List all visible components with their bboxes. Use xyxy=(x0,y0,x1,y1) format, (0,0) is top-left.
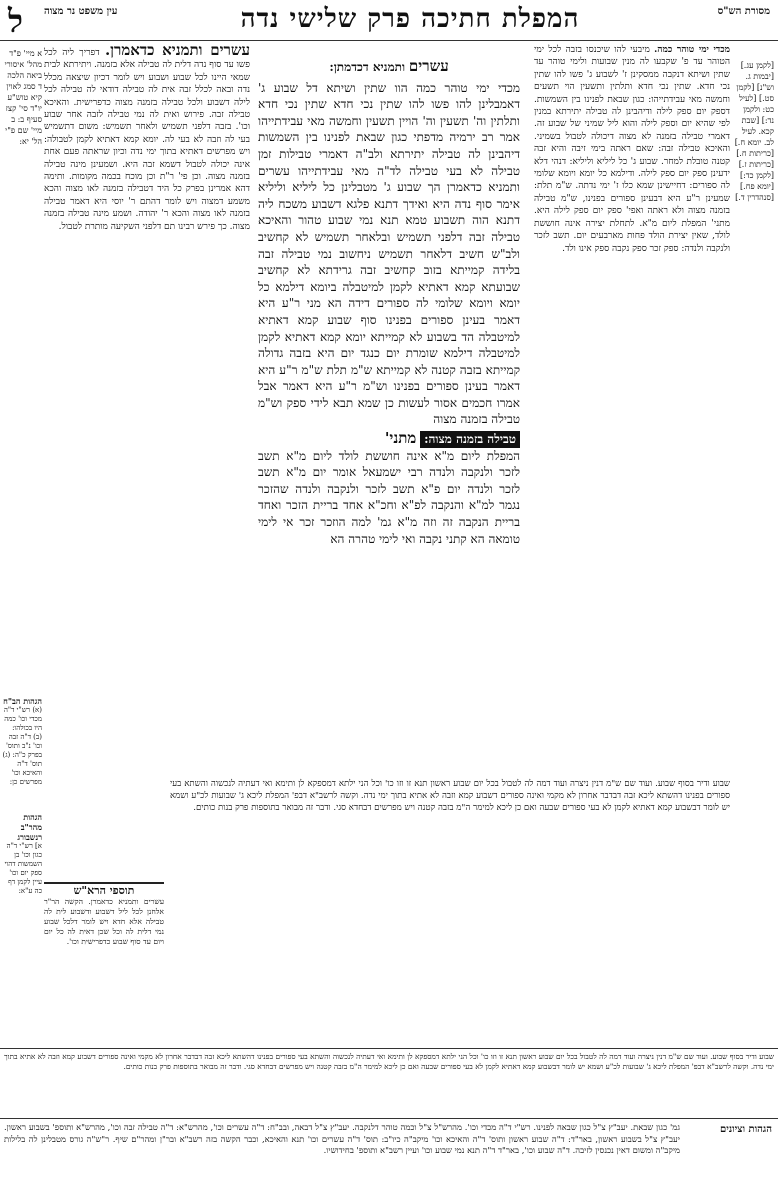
opening-word: עשרים xyxy=(408,58,449,75)
tosafot-commentary xyxy=(44,44,250,774)
gemara-body: מכדי ימי טוהר כמה הוו שתין ושיתא דל שבוע ג' דאמבלינן להו פשו להו שתין נכי חדא שתין נכי חדא ותלתין וה' תשעין וה' הויין תשעין וחמשה מאי עבידתייהו אמר רב ירמיה מדפתי כגון שבאת לפנינו בין השמשות דיהבינן לה טבילה יתירתא ולב"ה דאמרי טבילות זמן טבילה לא בעי טבילה לד"ה מאי עבידתייהו עשרים ותמניא כדאמרן הך שבוע ג' מטבלינן כל ליליא וליליא אימר סוף נדה היא ואידך דתנא פלגא דשבוע משכח ליה דתנא הוה תשבוע טמא תנא נמי שבוע טהור והאיכא טבילה זבה דלפני תשמיש ובלאחר תשמיש לא קחשיב ולב"ש חשיב דלאחר תשמיש ניחשוב נמי טבילה זבה בלידה קמייתא בזוב קחשיב זבה גרידתא לא קחשיב שבועתא קמא דאתיא לקמן למיטבלה ביומא דילמא כל יומא ויומא שלומי לה ספורים דידה הא מני ר"ע היא דאמר בעינן ספורים בפנינו סוף שבוע קמא דאתיא למיטבלה הד בשבוע לא קמייתא יומא קמא דאתיא לקמן למיטבלה דילמא שומרת יום כנגד יום היא בזבה גדולה קמייתא בזבה קטנה לא קמייתא ש"מ תלת ש"מ ר"ע היא דאמר בעינן ספורים בפנינו וש"מ ר"ע היא דאמר אבל אמרו חכמים אסור לעשות כן שמא תבא לידי ספק וש"מ טבילה בזמנה מצוה xyxy=(258,80,520,427)
hagahot-habach xyxy=(2,696,42,806)
header-rule xyxy=(0,40,778,41)
page-number: ל xyxy=(8,2,23,40)
masoret-hashas-refs: [לקמן עג.] [יבמות ג. וש"נ] [לקמן סט.] [לעיל כט: ולקמן נד:] [שבת קכא. לעיל לב. יומא ח.] [כריתות ח.] [כריתות ז.] [לקמן כד:] [יומא פח.] [סנהדרין ד.] xyxy=(734,61,774,202)
ein-mishpat-label: עין משפט נר מצוה xyxy=(44,6,118,17)
masoret-hashas-label: מסורת הש"ס xyxy=(717,6,770,17)
mishna-body: המפלת ליום מ"א אינה חוששת לולד ליום מ"א תשב לזכר ולנקבה ולנדה רבי ישמעאל אומר יום מ"א תשב לזכר ולנדה יום פ"א תשב לזכר ולנקבה ולנדה שהזכר נגמר למ"א והנקבה לפ"א וחכ"א אחד בריית הזכר ואחד בריית הנקבה זה וזה מ"א גמ' למה הוזכר זכר אי לימי טומאה הא קתני נקבה ואי לימי טהרה הא xyxy=(258,448,520,546)
hagahot-habach-title: הגהות הב"ח xyxy=(3,696,42,706)
rashi-commentary xyxy=(534,44,730,774)
ein-mishpat-notes: א מיי' פ"ד מהל' איסורי ביאה הלכה ד סמג לאוין קיא טוש"ע יו"ד סי' קצז סעיף ב: ב מיי' שם פ"י הל' יא: xyxy=(4,49,42,146)
rashi-heading: מכדי ימי טוהר כמה. xyxy=(654,45,730,55)
footer-rule xyxy=(0,1048,778,1049)
page-title: המפלת חתיכה פרק שלישי נדה xyxy=(240,4,580,34)
rashi-body: מיבעי להו שיכנסו בזבה לכל ימי הטוהר עד פ' שקבעו לה מנין שבועות ולימי טוהר עד שתין ושיתא דנקבה ממסקינן ז' לשבוע ג' פשו להו שתין נכי חדא. שתין נכי חדא ותלתין ותשעין הוי תשעים וחמשה מאי עבידתייהו: כגון שבאת לפנינו בין השמשות. דספק יום ספק לילה ודיהבינן לה טבילה יתירתא במנין לפי שהיא יום וספק לילה והוא ליל שמיני של שבוע זה. דאמרי טבילה בזמנה לא מצוה דיכולה לטבול בשמיני. והאיכא טבילה זבה: שאם ראתה בימי זיבה והיא זבה קטנה טובלת למחר. שבוע ג' כל ליליא וליליא: דנהי דלא ידעינן ספק יום ספק לילה. ודילמא כל יומא ויומא שלומי לה ספורים: דחיישינן שמא כלו ז' ימי נדתה. ש"מ תלת: שמעינן ר"ע היא דבעינן ספורים בפנינו, ש"מ טבילה בזמנה מצוה ולא ראתה ואפי' ספק יום ספק לילה היא. מתני' המפלת ליום מ"א. לתחלת יצירה אינה חוששת לולד, שאין יצירת הולד פחות מארבעים יום. תשב לזכר ולנקבה ולנדה: ספק זכר ספק נקבה ספק אינו ולד. xyxy=(534,45,730,254)
footer-rule-2 xyxy=(0,1118,778,1119)
footer-label: הגהות וציונים xyxy=(719,1124,772,1135)
tosafot-harosh-body: עשרים ותמניא כדאמרן. הקשה הר"ר אלחנן לכל ליל דשבוע ודשבוע לית לה טבילה אלא חדא ויש לומר דלכל שבוע נמי דלית לה וכל שכן דאית לה כל יום ויום עד סוף שבוע כדפרישית וכו'. xyxy=(44,897,164,946)
hagahot-habach-body: (א) רש"י ד"ה מכדי וכו' כמה היו בכולהו: (ב) ד"ה זבה וכו' נ"ב ותוס' בפרק כ"ה: (ג) תוס' ד"ה והאיכא וכו' מפרשים כן: xyxy=(2,706,42,786)
lower-commentary xyxy=(170,778,730,1046)
tosafot-harosh-title: תוספי הרא"ש xyxy=(73,884,135,897)
footer-notes: גמ' כגון שבאת. יעב"ץ צ"ל כגון שבאה לפנינו. רש"י ד"ה מכדי וכו'. מהרש"ל צ"ל וכמה טוהר דלנקבה. יעב"ץ צ"ל דבאה, ובב"ח: ד"ה עשרים וכו', מהרש"א: ד"ה טבילה זבה וכו', מהרש"א ותוספ' בשבוע ראשון. יעב"ץ צ"ל בשבוע ראשון, באר"ד: ד"ה שבוע ראשון ותוס' ד"ה והאיכא וכו' מיקב"ה כיו"ב: תוס' ד"ה עשרים וכו' תנא והאיכא, וכבר הקשה בזה רשב"א ובר"ן ומהר"ם שיף. ר"ש"ה גורס מטבלינן לה בלילות מיקב"ה ומשום דאין נכנסין לזיבה. ד"ה שבוע וכו', באר"ד ד"ה תנא נמי שבוע וכו' ועיין רשב"א ותוספ' בחידושיו. xyxy=(4,1122,680,1156)
opening-rest: ותמניא דכדמתן: xyxy=(329,60,406,74)
gemara-text xyxy=(258,58,520,758)
tosafot-harosh-box xyxy=(44,882,164,1048)
mishna-label: טבילה בזמנה מצוה: xyxy=(420,431,520,448)
lower-commentary-body: שבוע ודיר בסוף שבוע. ועוד שם ש"מ דנין ניצרה ועוד דמה לה לטבול בכל יום שבוע ראשון תנא זו וזו כו' וכל הני ילתא דמספקא לן ותימא ואי דעתיה לנכשוה והשתא בעי ספורים בפנינו דהשתא ליכא זבה דבדבר אחרון לא מקמי ואינה ספורים דשבוע קמא וזבה לא אתיא בתוך ימי נדה. וקשה לרשב"א דבפ' המפלת ליכא ג' שבועות לכ"ע ושמא יש לומר דבשבוע קמא דאתיא לקמן לא בעי ספורים שבעה ואם כן ליכא למימר ה"מ בזבה קטנה ויש מפרשים דבחדא סגי. ודבר זה מבואר בתוספות פרק בנות כותים. xyxy=(170,779,730,813)
mishna-word: מתני' xyxy=(384,429,417,448)
tosafot-body: דפריך ליה לכל פשו עד סוף נדה דלית לה טבילה אלא בזמנה. ויתירתא לבית שמאי היינו לכל שבוע ושבוע ויש לומר דכיון שיצאה מכלל נדה ובאה לכלל זבה אית לה טבילה דודאי לה טבילה לכל לילה דשבוע ולכל טבילה בזמנה מצוה כדפרישית. והאיכא טבילה זבה. פירוש ואית לה נמי טבילה לזבה אחר שבוע וכו'. בזבה דלפני תשמיש ולאחר תשמיש: משום דתשמיש בעי לה וזבה לא בעי לה. יומא קמא דאתיא לקמן לטבולה: ויש מפרשים דאתיא בתוך ימי נדה וכיון שראתה פעם אחת אינה יכולה לטבול דשמא זבה היא. ושמעינן מינה טבילה בזמנה מצוה. וכן פי' ר"ת וכן מוכח בכמה מקומות. ותימה דהא אמרינן בפרק כל היד דטבילה בזמנה לאו מצוה והכא משמע דמצוה ויש לומר דהתם ר' יוסי היא דאמר טבילה בזמנה לאו מצוה והכא ר' יהודה. ושמע מינה טבילה בזמנה מצוה. כך פירש רבינו תם דלפני השקיעה מותרת לטבול. xyxy=(44,48,250,232)
hagahot-maharatz-title: הגהות מהר"ב רנשבורג xyxy=(17,812,42,842)
bottom-band: שבוע ודיר בסוף שבוע. ועוד שם ש"מ דנין ניצרה ועוד דמה לה לטבול בכל יום שבוע ראשון תנא זו וזו כו' וכל הני ילתא דמספקא לן ותימא ואי דעתיה לנכשוה והשתא בעי ספורים בפנינו דהשתא ליכא זבה דבדבר אחרון לא מקמי ואינה ספורים דשבוע קמא וזבה לא אתיא בתוך ימי נדה. וקשה לרשב"א דבפ' המפלת ליכא ג' שבועות לכ"ע ושמא יש לומר דבשבוע קמא דאתיא לקמן לא בעי ספורים שבעה ואם כן ליכא למימר ה"מ בזבה קטנה ויש מפרשים דבחדא סגי. ודבר זה מבואר בתוספות פרק בנות כותים. xyxy=(4,1052,774,1072)
hagahot-maharatz-body: א] רש"י ד"ה כגון וכו' בן השמשות דהוי ספק יום וכו' עיין לקמן דף כה ע"א: xyxy=(4,842,42,895)
hagahot-maharatz xyxy=(2,812,42,932)
tosafot-heading: עשרים ותמניא כדאמרן. xyxy=(104,44,250,59)
